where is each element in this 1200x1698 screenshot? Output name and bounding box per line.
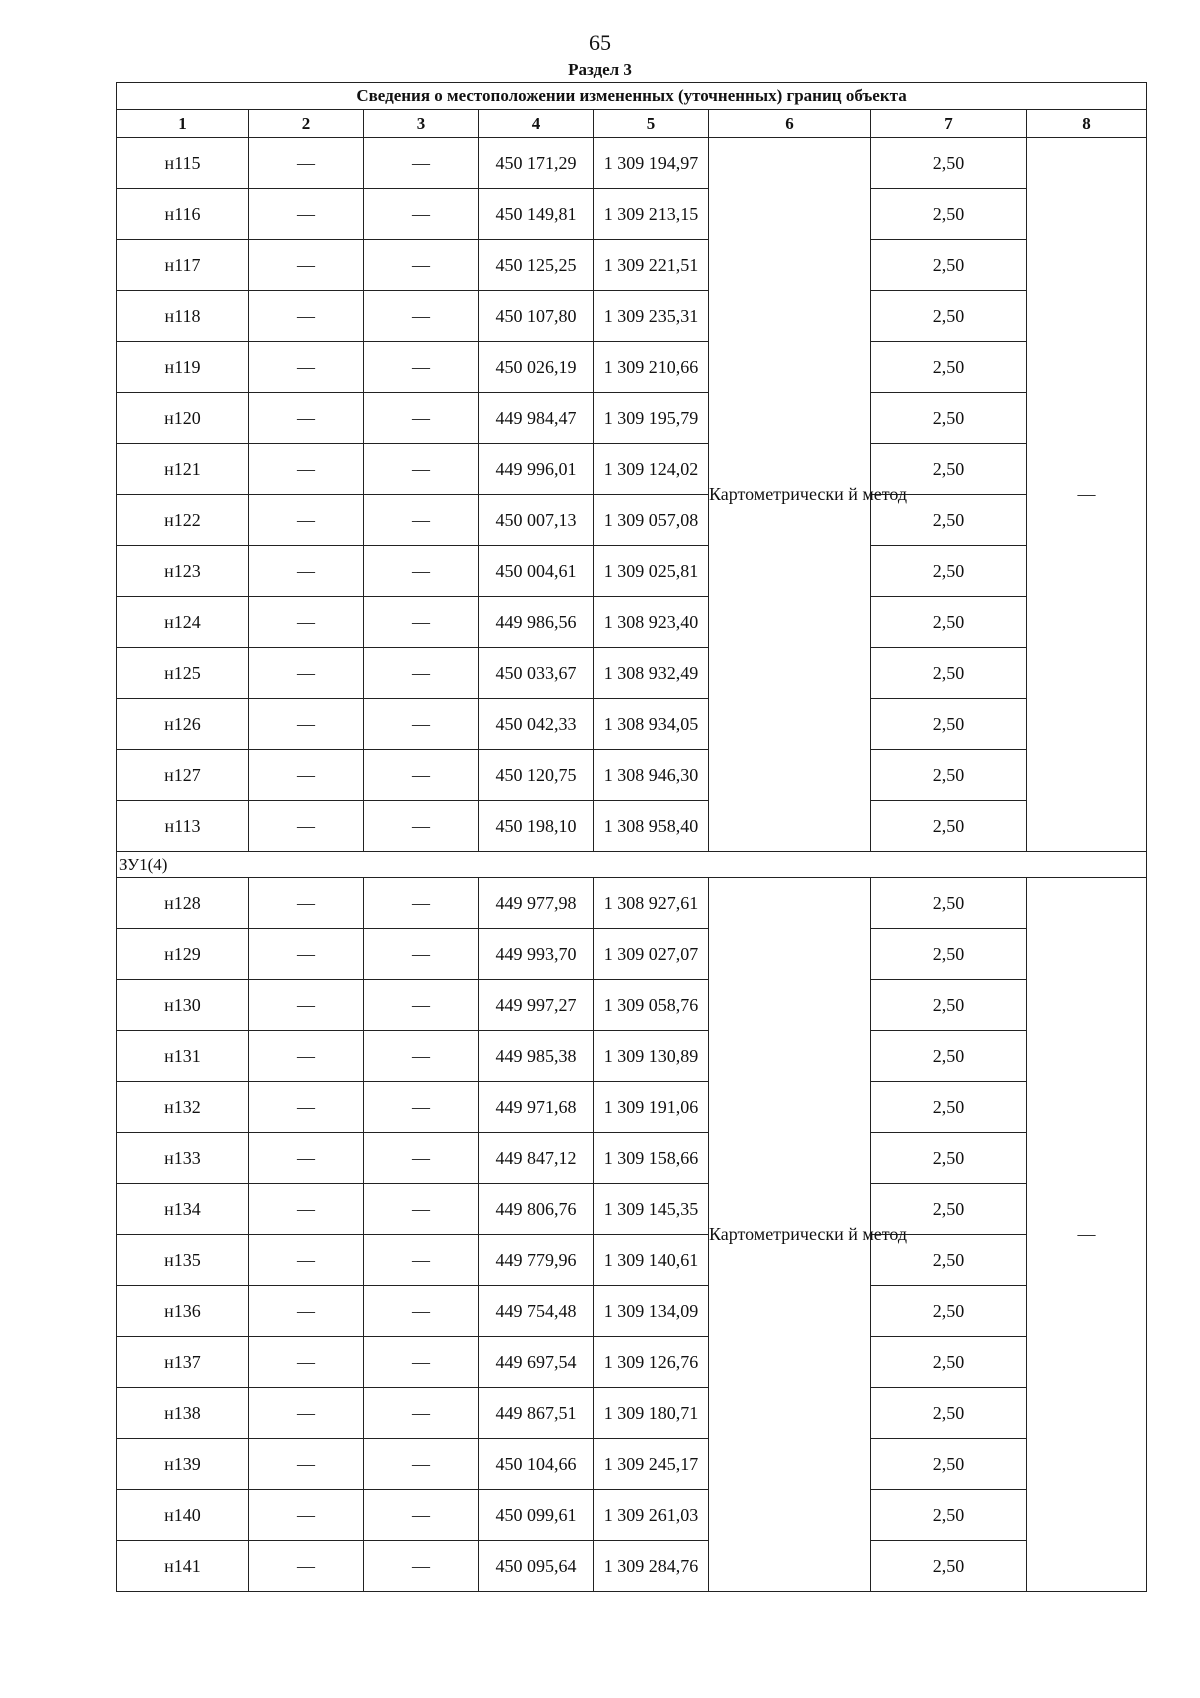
- dash-cell: —: [364, 1031, 479, 1082]
- dash-cell: —: [364, 1439, 479, 1490]
- dash-cell: —: [249, 444, 364, 495]
- dash-cell: —: [364, 1541, 479, 1592]
- point-name-cell: н120: [117, 393, 249, 444]
- point-name-cell: н138: [117, 1388, 249, 1439]
- x-coordinate-cell: 449 993,70: [479, 929, 594, 980]
- accuracy-cell: 2,50: [871, 648, 1027, 699]
- accuracy-cell: 2,50: [871, 1286, 1027, 1337]
- x-coordinate-cell: 449 806,76: [479, 1184, 594, 1235]
- point-name-cell: н130: [117, 980, 249, 1031]
- dash-cell: —: [364, 291, 479, 342]
- dash-cell: —: [364, 393, 479, 444]
- dash-cell: —: [249, 495, 364, 546]
- accuracy-cell: 2,50: [871, 980, 1027, 1031]
- dash-cell: —: [249, 138, 364, 189]
- point-name-cell: н116: [117, 189, 249, 240]
- table-row: [117, 750, 1147, 801]
- table-row: [117, 878, 1147, 929]
- y-coordinate-cell: 1 309 194,97: [594, 138, 709, 189]
- dash-cell: —: [249, 1286, 364, 1337]
- point-name-cell: н140: [117, 1490, 249, 1541]
- dash-cell: —: [249, 801, 364, 852]
- table-row: [117, 1184, 1147, 1235]
- y-coordinate-cell: 1 309 284,76: [594, 1541, 709, 1592]
- dash-cell: —: [249, 1031, 364, 1082]
- table-row: [117, 929, 1147, 980]
- dash-cell: —: [249, 1184, 364, 1235]
- point-name-cell: н126: [117, 699, 249, 750]
- accuracy-cell: 2,50: [871, 597, 1027, 648]
- table-caption: Сведения о местоположении измененных (уточненных) границ объекта: [117, 83, 1147, 110]
- y-coordinate-cell: 1 309 130,89: [594, 1031, 709, 1082]
- x-coordinate-cell: 449 977,98: [479, 878, 594, 929]
- method-cell: Картометрически й метод: [709, 878, 871, 1592]
- table-row: [117, 342, 1147, 393]
- column-number-3: 3: [364, 110, 479, 138]
- table-row: [117, 801, 1147, 852]
- x-coordinate-cell: 450 171,29: [479, 138, 594, 189]
- y-coordinate-cell: 1 309 058,76: [594, 980, 709, 1031]
- dash-cell: —: [364, 1235, 479, 1286]
- dash-cell: —: [249, 240, 364, 291]
- accuracy-cell: 2,50: [871, 342, 1027, 393]
- dash-cell: —: [364, 801, 479, 852]
- dash-cell: —: [249, 648, 364, 699]
- table-row: [117, 495, 1147, 546]
- point-name-cell: н136: [117, 1286, 249, 1337]
- accuracy-cell: 2,50: [871, 1388, 1027, 1439]
- dash-cell: —: [249, 699, 364, 750]
- x-coordinate-cell: 450 125,25: [479, 240, 594, 291]
- y-coordinate-cell: 1 309 221,51: [594, 240, 709, 291]
- point-name-cell: н129: [117, 929, 249, 980]
- y-coordinate-cell: 1 308 923,40: [594, 597, 709, 648]
- column-number-7: 7: [871, 110, 1027, 138]
- y-coordinate-cell: 1 308 927,61: [594, 878, 709, 929]
- table-row: [117, 189, 1147, 240]
- table-row: [117, 1490, 1147, 1541]
- dash-cell: —: [364, 1082, 479, 1133]
- y-coordinate-cell: 1 309 124,02: [594, 444, 709, 495]
- dash-cell: —: [364, 1286, 479, 1337]
- x-coordinate-cell: 449 996,01: [479, 444, 594, 495]
- accuracy-cell: 2,50: [871, 291, 1027, 342]
- x-coordinate-cell: 449 971,68: [479, 1082, 594, 1133]
- section-title: Раздел 3: [568, 60, 632, 79]
- group-subtitle: ЗУ1(4): [117, 852, 1147, 878]
- point-name-cell: н122: [117, 495, 249, 546]
- dash-cell: —: [249, 1490, 364, 1541]
- table-body: [117, 138, 1147, 1592]
- table-row: [117, 597, 1147, 648]
- point-name-cell: н135: [117, 1235, 249, 1286]
- dash-cell: —: [249, 929, 364, 980]
- dash-cell: —: [364, 1133, 479, 1184]
- y-coordinate-cell: 1 309 210,66: [594, 342, 709, 393]
- accuracy-cell: 2,50: [871, 189, 1027, 240]
- y-coordinate-cell: 1 309 140,61: [594, 1235, 709, 1286]
- point-name-cell: н128: [117, 878, 249, 929]
- dash-cell: —: [249, 546, 364, 597]
- x-coordinate-cell: 450 198,10: [479, 801, 594, 852]
- x-coordinate-cell: 450 120,75: [479, 750, 594, 801]
- accuracy-cell: 2,50: [871, 444, 1027, 495]
- x-coordinate-cell: 450 033,67: [479, 648, 594, 699]
- point-name-cell: н118: [117, 291, 249, 342]
- dash-cell: —: [249, 750, 364, 801]
- dash-cell: —: [364, 495, 479, 546]
- y-coordinate-cell: 1 309 126,76: [594, 1337, 709, 1388]
- column-number-4: 4: [479, 110, 594, 138]
- point-name-cell: н137: [117, 1337, 249, 1388]
- point-name-cell: н139: [117, 1439, 249, 1490]
- dash-cell: —: [249, 342, 364, 393]
- x-coordinate-cell: 449 867,51: [479, 1388, 594, 1439]
- table-row: [117, 1439, 1147, 1490]
- x-coordinate-cell: 449 997,27: [479, 980, 594, 1031]
- accuracy-cell: 2,50: [871, 240, 1027, 291]
- table-row: [117, 1541, 1147, 1592]
- table-row: [117, 1235, 1147, 1286]
- y-coordinate-cell: 1 309 195,79: [594, 393, 709, 444]
- x-coordinate-cell: 449 985,38: [479, 1031, 594, 1082]
- dash-cell: —: [249, 597, 364, 648]
- point-name-cell: н134: [117, 1184, 249, 1235]
- boundary-coordinates-table: [116, 82, 1147, 1592]
- dash-cell: —: [364, 444, 479, 495]
- x-coordinate-cell: 450 026,19: [479, 342, 594, 393]
- dash-cell: —: [364, 750, 479, 801]
- x-coordinate-cell: 449 847,12: [479, 1133, 594, 1184]
- dash-cell: —: [249, 1388, 364, 1439]
- y-coordinate-cell: 1 309 180,71: [594, 1388, 709, 1439]
- method-cell: Картометрически й метод: [709, 138, 871, 852]
- accuracy-cell: 2,50: [871, 801, 1027, 852]
- y-coordinate-cell: 1 309 261,03: [594, 1490, 709, 1541]
- table-row: [117, 1337, 1147, 1388]
- table-row: [117, 980, 1147, 1031]
- x-coordinate-cell: 449 697,54: [479, 1337, 594, 1388]
- table-row: [117, 1286, 1147, 1337]
- table-row: [117, 138, 1147, 189]
- table-row: [117, 1388, 1147, 1439]
- y-coordinate-cell: 1 309 025,81: [594, 546, 709, 597]
- column-number-1: 1: [117, 110, 249, 138]
- table-row: [117, 1082, 1147, 1133]
- point-name-cell: н124: [117, 597, 249, 648]
- x-coordinate-cell: 450 099,61: [479, 1490, 594, 1541]
- column-number-8: 8: [1027, 110, 1147, 138]
- dash-cell: —: [249, 1133, 364, 1184]
- x-coordinate-cell: 450 007,13: [479, 495, 594, 546]
- accuracy-cell: 2,50: [871, 1541, 1027, 1592]
- dash-cell: —: [249, 393, 364, 444]
- dash-cell: —: [364, 648, 479, 699]
- table-row: [117, 444, 1147, 495]
- table-caption-row: [117, 83, 1147, 110]
- accuracy-cell: 2,50: [871, 546, 1027, 597]
- dash-cell: —: [249, 1541, 364, 1592]
- accuracy-cell: 2,50: [871, 1235, 1027, 1286]
- table-row: [117, 393, 1147, 444]
- y-coordinate-cell: 1 309 057,08: [594, 495, 709, 546]
- point-name-cell: н117: [117, 240, 249, 291]
- dash-cell: —: [364, 1184, 479, 1235]
- dash-cell: —: [364, 699, 479, 750]
- accuracy-cell: 2,50: [871, 1082, 1027, 1133]
- dash-cell: —: [364, 1490, 479, 1541]
- point-name-cell: н133: [117, 1133, 249, 1184]
- x-coordinate-cell: 449 779,96: [479, 1235, 594, 1286]
- notes-dash-cell: —: [1027, 878, 1147, 1592]
- table-row: [117, 240, 1147, 291]
- dash-cell: —: [364, 189, 479, 240]
- y-coordinate-cell: 1 309 191,06: [594, 1082, 709, 1133]
- accuracy-cell: 2,50: [871, 495, 1027, 546]
- x-coordinate-cell: 449 986,56: [479, 597, 594, 648]
- dash-cell: —: [249, 878, 364, 929]
- dash-cell: —: [249, 1337, 364, 1388]
- dash-cell: —: [364, 980, 479, 1031]
- accuracy-cell: 2,50: [871, 699, 1027, 750]
- dash-cell: —: [364, 878, 479, 929]
- table-row: [117, 1031, 1147, 1082]
- column-number-row: [117, 110, 1147, 138]
- notes-dash-cell: —: [1027, 138, 1147, 852]
- accuracy-cell: 2,50: [871, 393, 1027, 444]
- x-coordinate-cell: 449 984,47: [479, 393, 594, 444]
- x-coordinate-cell: 450 042,33: [479, 699, 594, 750]
- accuracy-cell: 2,50: [871, 1439, 1027, 1490]
- page-number: 65: [589, 30, 611, 55]
- dash-cell: —: [364, 597, 479, 648]
- y-coordinate-cell: 1 309 213,15: [594, 189, 709, 240]
- dash-cell: —: [249, 1082, 364, 1133]
- dash-cell: —: [364, 546, 479, 597]
- point-name-cell: н119: [117, 342, 249, 393]
- point-name-cell: н131: [117, 1031, 249, 1082]
- dash-cell: —: [249, 980, 364, 1031]
- column-number-6: 6: [709, 110, 871, 138]
- group-subtitle-row: [117, 852, 1147, 878]
- table-row: [117, 1133, 1147, 1184]
- accuracy-cell: 2,50: [871, 138, 1027, 189]
- x-coordinate-cell: 450 149,81: [479, 189, 594, 240]
- accuracy-cell: 2,50: [871, 750, 1027, 801]
- table-row: [117, 291, 1147, 342]
- point-name-cell: н115: [117, 138, 249, 189]
- point-name-cell: н132: [117, 1082, 249, 1133]
- x-coordinate-cell: 450 004,61: [479, 546, 594, 597]
- point-name-cell: н125: [117, 648, 249, 699]
- table-row: [117, 648, 1147, 699]
- accuracy-cell: 2,50: [871, 878, 1027, 929]
- dash-cell: —: [364, 240, 479, 291]
- accuracy-cell: 2,50: [871, 1184, 1027, 1235]
- point-name-cell: н127: [117, 750, 249, 801]
- y-coordinate-cell: 1 309 134,09: [594, 1286, 709, 1337]
- y-coordinate-cell: 1 308 934,05: [594, 699, 709, 750]
- y-coordinate-cell: 1 308 932,49: [594, 648, 709, 699]
- y-coordinate-cell: 1 309 145,35: [594, 1184, 709, 1235]
- y-coordinate-cell: 1 308 958,40: [594, 801, 709, 852]
- dash-cell: —: [249, 291, 364, 342]
- dash-cell: —: [364, 138, 479, 189]
- x-coordinate-cell: 450 095,64: [479, 1541, 594, 1592]
- dash-cell: —: [249, 1235, 364, 1286]
- dash-cell: —: [249, 1439, 364, 1490]
- accuracy-cell: 2,50: [871, 1031, 1027, 1082]
- x-coordinate-cell: 450 104,66: [479, 1439, 594, 1490]
- y-coordinate-cell: 1 309 245,17: [594, 1439, 709, 1490]
- column-number-2: 2: [249, 110, 364, 138]
- point-name-cell: н141: [117, 1541, 249, 1592]
- y-coordinate-cell: 1 309 158,66: [594, 1133, 709, 1184]
- x-coordinate-cell: 449 754,48: [479, 1286, 594, 1337]
- y-coordinate-cell: 1 308 946,30: [594, 750, 709, 801]
- table-row: [117, 546, 1147, 597]
- point-name-cell: н123: [117, 546, 249, 597]
- accuracy-cell: 2,50: [871, 929, 1027, 980]
- y-coordinate-cell: 1 309 235,31: [594, 291, 709, 342]
- dash-cell: —: [364, 929, 479, 980]
- accuracy-cell: 2,50: [871, 1490, 1027, 1541]
- dash-cell: —: [364, 1388, 479, 1439]
- dash-cell: —: [249, 189, 364, 240]
- y-coordinate-cell: 1 309 027,07: [594, 929, 709, 980]
- accuracy-cell: 2,50: [871, 1337, 1027, 1388]
- x-coordinate-cell: 450 107,80: [479, 291, 594, 342]
- dash-cell: —: [364, 1337, 479, 1388]
- point-name-cell: н121: [117, 444, 249, 495]
- column-number-5: 5: [594, 110, 709, 138]
- table-row: [117, 699, 1147, 750]
- point-name-cell: н113: [117, 801, 249, 852]
- accuracy-cell: 2,50: [871, 1133, 1027, 1184]
- dash-cell: —: [364, 342, 479, 393]
